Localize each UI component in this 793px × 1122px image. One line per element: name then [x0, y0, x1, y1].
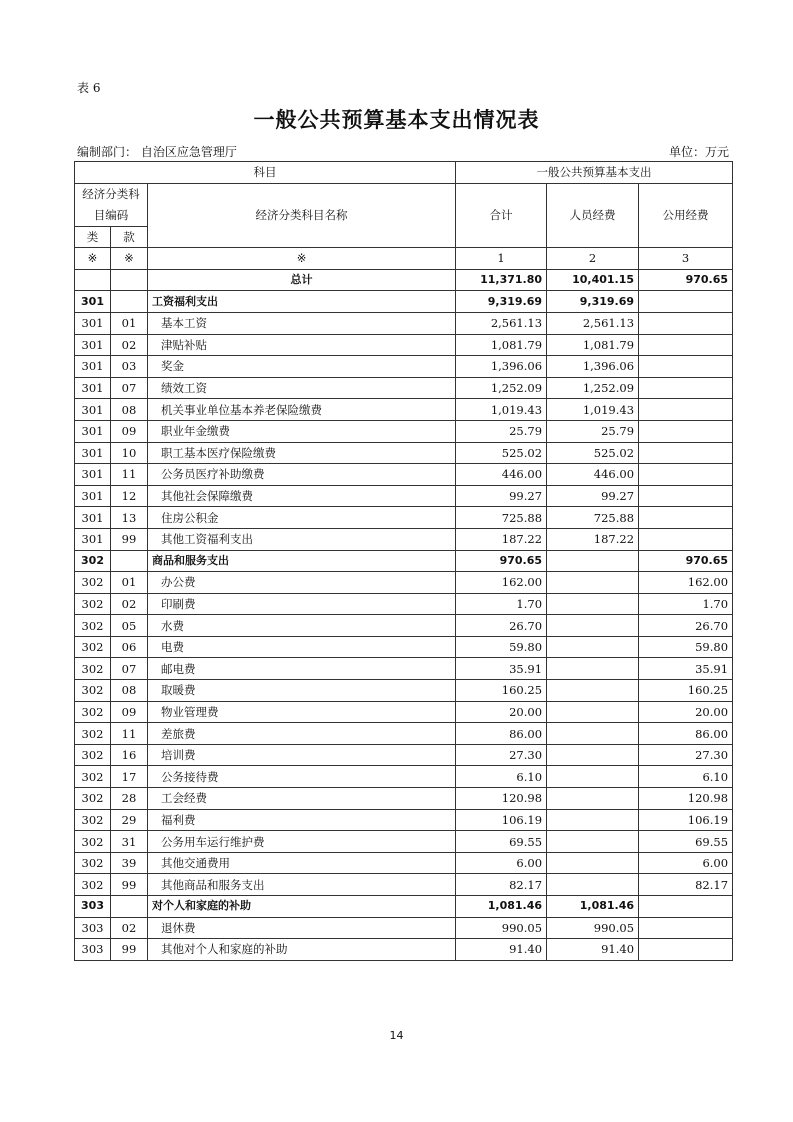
- cell-name: 其他工资福利支出: [148, 528, 456, 550]
- cell-public: [639, 528, 733, 550]
- cell-lei: 301: [75, 528, 111, 550]
- page-title: 一般公共预算基本支出情况表: [253, 108, 540, 132]
- cell-lei: 303: [75, 896, 111, 918]
- cell-lei: 301: [75, 464, 111, 486]
- table-row: [75, 831, 733, 853]
- col-index-3: 3: [639, 248, 733, 270]
- table-row: [75, 528, 733, 550]
- cell-personnel: [547, 636, 639, 658]
- cell-name: 公务接待费: [148, 766, 456, 788]
- cell-total: 162.00: [456, 572, 547, 594]
- cell-lei: 301: [75, 291, 111, 313]
- cell-name: 职业年金缴费: [148, 420, 456, 442]
- cell-total: 1,252.09: [456, 377, 547, 399]
- cell-total: 6.10: [456, 766, 547, 788]
- table-row: [75, 809, 733, 831]
- cell-public: 6.00: [639, 852, 733, 874]
- cell-kuan: 09: [111, 701, 148, 723]
- cell-lei: 302: [75, 680, 111, 702]
- table-row: [75, 399, 733, 421]
- cell-personnel: [547, 723, 639, 745]
- cell-personnel: [547, 766, 639, 788]
- cell-kuan: 10: [111, 442, 148, 464]
- cell-public: [639, 334, 733, 356]
- cell-personnel: [547, 809, 639, 831]
- cell-name: 其他商品和服务支出: [148, 874, 456, 896]
- total-header: 合计: [456, 183, 547, 248]
- cell-lei: 301: [75, 377, 111, 399]
- cell-kuan: 12: [111, 485, 148, 507]
- cell-kuan: 01: [111, 572, 148, 594]
- cell-personnel: [547, 744, 639, 766]
- cell-name: 退休费: [148, 917, 456, 939]
- cell-personnel: 2,561.13: [547, 312, 639, 334]
- table-row: [75, 442, 733, 464]
- cell-personnel: 9,319.69: [547, 291, 639, 313]
- cell-lei: 301: [75, 312, 111, 334]
- cell-name: 职工基本医疗保险缴费: [148, 442, 456, 464]
- cell-personnel: [547, 572, 639, 594]
- cell-lei: 302: [75, 788, 111, 810]
- table-row: [75, 572, 733, 594]
- cell-total: 27.30: [456, 744, 547, 766]
- table-row: [75, 680, 733, 702]
- cell-lei: 301: [75, 399, 111, 421]
- table-row: [75, 615, 733, 637]
- cell-name: 机关事业单位基本养老保险缴费: [148, 399, 456, 421]
- cell-name: 培训费: [148, 744, 456, 766]
- cell-public: 59.80: [639, 636, 733, 658]
- cell-lei: [75, 269, 111, 291]
- cell-public: [639, 507, 733, 529]
- cell-name: 邮电费: [148, 658, 456, 680]
- cell-name: 总计: [148, 269, 456, 291]
- cell-personnel: [547, 550, 639, 572]
- cell-name: 工会经费: [148, 788, 456, 810]
- cell-personnel: 525.02: [547, 442, 639, 464]
- cell-kuan: 99: [111, 528, 148, 550]
- cell-name: 住房公积金: [148, 507, 456, 529]
- cell-lei: 302: [75, 550, 111, 572]
- cell-public: 106.19: [639, 809, 733, 831]
- cell-kuan: 11: [111, 723, 148, 745]
- table-row: [75, 896, 733, 918]
- unit-label: 单位：万元: [668, 145, 729, 159]
- table-row: [75, 420, 733, 442]
- cell-lei: 302: [75, 831, 111, 853]
- cell-kuan: 16: [111, 744, 148, 766]
- cell-total: 106.19: [456, 809, 547, 831]
- cell-lei: 302: [75, 658, 111, 680]
- cell-personnel: 1,252.09: [547, 377, 639, 399]
- cell-kuan: 03: [111, 356, 148, 378]
- cell-lei: 302: [75, 572, 111, 594]
- cell-public: [639, 399, 733, 421]
- cell-kuan: 31: [111, 831, 148, 853]
- cell-kuan: [111, 550, 148, 572]
- cell-name: 其他社会保障缴费: [148, 485, 456, 507]
- cell-total: 9,319.69: [456, 291, 547, 313]
- name-header: 经济分类科目名称: [148, 183, 456, 248]
- cell-lei: 302: [75, 701, 111, 723]
- cell-public: 120.98: [639, 788, 733, 810]
- cell-total: 970.65: [456, 550, 547, 572]
- cell-personnel: 91.40: [547, 939, 639, 961]
- cell-name: 对个人和家庭的补助: [148, 896, 456, 918]
- public-header: 公用经费: [639, 183, 733, 248]
- table-row: [75, 852, 733, 874]
- cell-kuan: 06: [111, 636, 148, 658]
- table-row: [75, 485, 733, 507]
- cell-kuan: 99: [111, 939, 148, 961]
- cell-lei: 301: [75, 507, 111, 529]
- cell-personnel: 99.27: [547, 485, 639, 507]
- cell-kuan: 07: [111, 377, 148, 399]
- cell-total: 160.25: [456, 680, 547, 702]
- cell-lei: 301: [75, 334, 111, 356]
- cell-name: 福利费: [148, 809, 456, 831]
- cell-public: 160.25: [639, 680, 733, 702]
- table-row: [75, 377, 733, 399]
- cell-personnel: [547, 874, 639, 896]
- cell-kuan: 13: [111, 507, 148, 529]
- personnel-header: 人员经费: [547, 183, 639, 248]
- cell-total: 69.55: [456, 831, 547, 853]
- cell-lei: 303: [75, 939, 111, 961]
- cell-kuan: 02: [111, 917, 148, 939]
- cell-name: 物业管理费: [148, 701, 456, 723]
- cell-total: 6.00: [456, 852, 547, 874]
- cell-public: [639, 377, 733, 399]
- mark-name: ※: [148, 248, 456, 270]
- cell-personnel: [547, 852, 639, 874]
- cell-name: 基本工资: [148, 312, 456, 334]
- cell-kuan: 02: [111, 334, 148, 356]
- cell-public: 1.70: [639, 593, 733, 615]
- cell-public: 27.30: [639, 744, 733, 766]
- lei-header: 类: [75, 226, 111, 248]
- cell-name: 商品和服务支出: [148, 550, 456, 572]
- cell-total: 120.98: [456, 788, 547, 810]
- cell-name: 办公费: [148, 572, 456, 594]
- cell-kuan: 39: [111, 852, 148, 874]
- cell-lei: 302: [75, 852, 111, 874]
- cell-public: 69.55: [639, 831, 733, 853]
- cell-kuan: 08: [111, 399, 148, 421]
- cell-name: 工资福利支出: [148, 291, 456, 313]
- cell-lei: 302: [75, 766, 111, 788]
- cell-kuan: [111, 896, 148, 918]
- cell-personnel: 1,081.46: [547, 896, 639, 918]
- cell-public: [639, 917, 733, 939]
- table-row: [75, 334, 733, 356]
- cell-total: 1,081.46: [456, 896, 547, 918]
- cell-kuan: [111, 269, 148, 291]
- cell-total: 1.70: [456, 593, 547, 615]
- cell-personnel: [547, 701, 639, 723]
- cell-personnel: 990.05: [547, 917, 639, 939]
- table-row: [75, 636, 733, 658]
- cell-personnel: 25.79: [547, 420, 639, 442]
- cell-total: 990.05: [456, 917, 547, 939]
- header-index-row: [75, 248, 733, 270]
- cell-personnel: 446.00: [547, 464, 639, 486]
- cell-kuan: 99: [111, 874, 148, 896]
- cell-lei: 302: [75, 744, 111, 766]
- col-index-1: 1: [456, 248, 547, 270]
- cell-public: [639, 356, 733, 378]
- cell-lei: 302: [75, 809, 111, 831]
- code-header: 经济分类科目编码: [75, 183, 148, 226]
- cell-total: 2,561.13: [456, 312, 547, 334]
- cell-name: 公务员医疗补助缴费: [148, 464, 456, 486]
- cell-total: 1,081.79: [456, 334, 547, 356]
- table-row: [75, 356, 733, 378]
- header-row-1: [75, 162, 733, 184]
- page-number: 14: [389, 1029, 404, 1042]
- cell-personnel: [547, 593, 639, 615]
- table-row: [75, 269, 733, 291]
- cell-public: 35.91: [639, 658, 733, 680]
- cell-total: 187.22: [456, 528, 547, 550]
- cell-lei: 301: [75, 485, 111, 507]
- cell-kuan: 29: [111, 809, 148, 831]
- cell-public: [639, 291, 733, 313]
- cell-total: 86.00: [456, 723, 547, 745]
- mark-lei: ※: [75, 248, 111, 270]
- cell-name: 津贴补贴: [148, 334, 456, 356]
- cell-lei: 301: [75, 420, 111, 442]
- cell-total: 725.88: [456, 507, 547, 529]
- table-row: [75, 291, 733, 313]
- cell-name: 其他对个人和家庭的补助: [148, 939, 456, 961]
- budget-group-header: 一般公共预算基本支出: [456, 162, 733, 184]
- cell-personnel: [547, 831, 639, 853]
- table-row: [75, 723, 733, 745]
- cell-lei: 301: [75, 442, 111, 464]
- cell-total: 35.91: [456, 658, 547, 680]
- cell-personnel: [547, 788, 639, 810]
- cell-personnel: 1,396.06: [547, 356, 639, 378]
- cell-kuan: 01: [111, 312, 148, 334]
- table-row: [75, 658, 733, 680]
- cell-personnel: 1,081.79: [547, 334, 639, 356]
- cell-total: 82.17: [456, 874, 547, 896]
- cell-name: 取暖费: [148, 680, 456, 702]
- cell-name: 其他交通费用: [148, 852, 456, 874]
- cell-public: 82.17: [639, 874, 733, 896]
- table-row: [75, 874, 733, 896]
- cell-lei: 303: [75, 917, 111, 939]
- mark-kuan: ※: [111, 248, 148, 270]
- cell-lei: 302: [75, 723, 111, 745]
- cell-total: 1,019.43: [456, 399, 547, 421]
- col-index-2: 2: [547, 248, 639, 270]
- cell-kuan: 17: [111, 766, 148, 788]
- budget-table: [74, 161, 733, 961]
- cell-lei: 302: [75, 593, 111, 615]
- cell-total: 59.80: [456, 636, 547, 658]
- cell-personnel: 10,401.15: [547, 269, 639, 291]
- cell-kuan: 28: [111, 788, 148, 810]
- cell-public: 20.00: [639, 701, 733, 723]
- table-row: [75, 507, 733, 529]
- cell-total: 26.70: [456, 615, 547, 637]
- cell-lei: 302: [75, 615, 111, 637]
- cell-total: 525.02: [456, 442, 547, 464]
- cell-kuan: 02: [111, 593, 148, 615]
- cell-personnel: 1,019.43: [547, 399, 639, 421]
- kuan-header: 款: [111, 226, 148, 248]
- table-row: [75, 917, 733, 939]
- cell-personnel: [547, 680, 639, 702]
- table-row: [75, 550, 733, 572]
- cell-name: 绩效工资: [148, 377, 456, 399]
- cell-name: 水费: [148, 615, 456, 637]
- cell-total: 20.00: [456, 701, 547, 723]
- cell-name: 电费: [148, 636, 456, 658]
- cell-public: [639, 896, 733, 918]
- table-row: [75, 939, 733, 961]
- cell-name: 公务用车运行维护费: [148, 831, 456, 853]
- cell-public: [639, 312, 733, 334]
- cell-public: [639, 485, 733, 507]
- cell-personnel: [547, 615, 639, 637]
- table-row: [75, 744, 733, 766]
- cell-kuan: [111, 291, 148, 313]
- table-row: [75, 312, 733, 334]
- table-row: [75, 701, 733, 723]
- cell-public: [639, 420, 733, 442]
- table-row: [75, 593, 733, 615]
- cell-lei: 301: [75, 356, 111, 378]
- cell-kuan: 08: [111, 680, 148, 702]
- cell-kuan: 09: [111, 420, 148, 442]
- department-label: 编制部门： 自治区应急管理厅: [77, 145, 237, 159]
- cell-total: 11,371.80: [456, 269, 547, 291]
- cell-public: 970.65: [639, 550, 733, 572]
- cell-public: [639, 464, 733, 486]
- cell-public: [639, 442, 733, 464]
- table-row: [75, 464, 733, 486]
- cell-total: 91.40: [456, 939, 547, 961]
- table-row: [75, 788, 733, 810]
- cell-lei: 302: [75, 636, 111, 658]
- cell-name: 印刷费: [148, 593, 456, 615]
- cell-personnel: 725.88: [547, 507, 639, 529]
- table-row: [75, 766, 733, 788]
- cell-personnel: 187.22: [547, 528, 639, 550]
- table-number: 表 6: [77, 81, 101, 95]
- cell-lei: 302: [75, 874, 111, 896]
- cell-kuan: 11: [111, 464, 148, 486]
- cell-public: 26.70: [639, 615, 733, 637]
- subject-header: 科目: [75, 162, 456, 184]
- cell-public: 86.00: [639, 723, 733, 745]
- cell-public: [639, 939, 733, 961]
- cell-total: 99.27: [456, 485, 547, 507]
- cell-public: 162.00: [639, 572, 733, 594]
- cell-kuan: 05: [111, 615, 148, 637]
- cell-public: 970.65: [639, 269, 733, 291]
- cell-kuan: 07: [111, 658, 148, 680]
- cell-name: 差旅费: [148, 723, 456, 745]
- cell-public: 6.10: [639, 766, 733, 788]
- cell-personnel: [547, 658, 639, 680]
- cell-total: 446.00: [456, 464, 547, 486]
- cell-total: 25.79: [456, 420, 547, 442]
- cell-name: 奖金: [148, 356, 456, 378]
- cell-total: 1,396.06: [456, 356, 547, 378]
